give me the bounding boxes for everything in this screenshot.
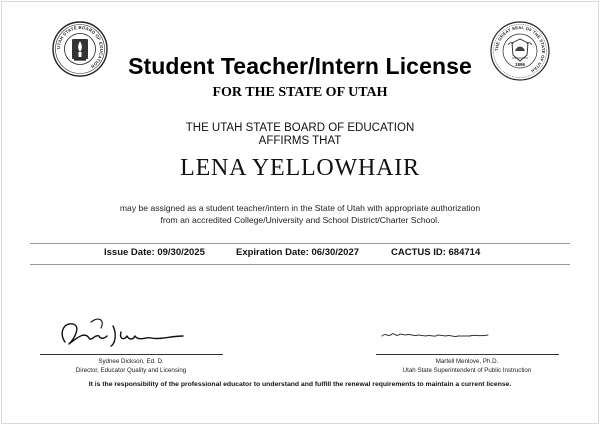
board-line-1: THE UTAH STATE BOARD OF EDUCATION bbox=[185, 122, 415, 134]
director-title: Director, Educator Quality and Licensing bbox=[75, 367, 187, 374]
director-signature bbox=[55, 314, 190, 352]
board-affirmation bbox=[0, 122, 600, 148]
director-name: Sydnee Dickson, Ed. D. bbox=[98, 358, 164, 365]
superintendent-signature bbox=[380, 328, 490, 342]
authorization-statement bbox=[0, 202, 600, 226]
right-seal-ring-text: THE GREAT SEAL OF THE STATE OF UTAH bbox=[493, 24, 547, 74]
left-seal-ring-text: UTAH STATE BOARD OF EDUCATION bbox=[55, 24, 105, 70]
superintendent-title: Utah State Superintendent of Public Instruction bbox=[402, 367, 532, 374]
superintendent-name: Martell Menlove, Ph.D. bbox=[435, 358, 499, 365]
superintendent-signature-line bbox=[376, 354, 559, 355]
right-seal-year: 1896 bbox=[514, 62, 526, 67]
license-details-row bbox=[0, 247, 600, 261]
recipient-name: LENA YELLOWHAIR bbox=[180, 155, 420, 181]
statement-line-1: may be assigned as a student teacher/intern in the State of Utah with appropriate authorization bbox=[119, 203, 481, 213]
license-title: Student Teacher/Intern License bbox=[128, 53, 472, 79]
issue-date: Issue Date: 09/30/2025 bbox=[104, 247, 205, 258]
director-signatory-block bbox=[31, 357, 231, 375]
superintendent-signatory-block bbox=[367, 357, 567, 375]
expiration-date: Expiration Date: 06/30/2027 bbox=[236, 247, 360, 258]
board-line-2: AFFIRMS THAT bbox=[258, 135, 342, 147]
statement-line-2: from an accredited College/University and School District/Charter School. bbox=[160, 215, 440, 225]
director-signature-line bbox=[40, 354, 223, 355]
divider-bottom bbox=[30, 264, 570, 265]
renewal-notice: It is the responsibility of the professional educator to understand and fulfill the renewal requirements to maintain a current license. bbox=[88, 381, 512, 388]
license-subtitle: FOR THE STATE OF UTAH bbox=[212, 85, 388, 100]
cactus-id: CACTUS ID: 684714 bbox=[391, 247, 481, 258]
divider-top bbox=[30, 243, 570, 244]
